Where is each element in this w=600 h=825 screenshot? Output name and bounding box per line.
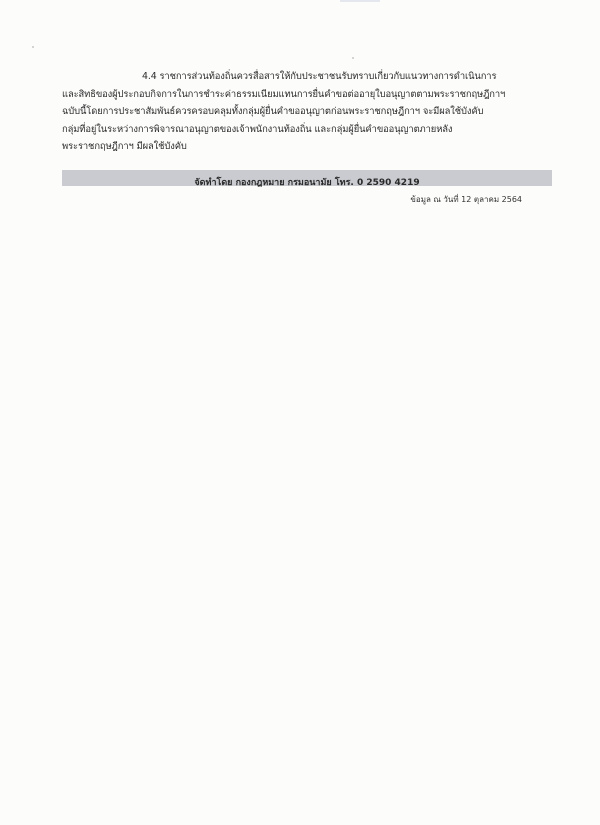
paragraph-line-5: พระราชกฤษฎีกาฯ มีผลใช้บังคับ bbox=[62, 141, 187, 152]
data-date: ข้อมูล ณ วันที่ 12 ตุลาคม 2564 bbox=[410, 195, 522, 204]
credit-bar bbox=[62, 170, 552, 186]
paragraph-line-3: ฉบับนี้โดยการประชาสัมพันธ์ควรครอบคลุมทั้งกลุ่มผู้ยื่นคำขออนุญาตก่อนพระราชกฤษฎีกาฯ จะมีผลใช้บังคับ bbox=[62, 106, 484, 117]
paragraph-line-4: กลุ่มที่อยู่ในระหว่างการพิจารณาอนุญาตของเจ้าพนักงานท้องถิ่น และกลุ่มผู้ยื่นคำขออนุญาตภายหลัง bbox=[62, 123, 453, 135]
paragraph-line-1: 4.4 ราชการส่วนท้องถิ่นควรสื่อสารให้กับประชาชนรับทราบเกี่ยวกับแนวทางการดำเนินการ bbox=[142, 71, 497, 82]
credit-text: จัดทำโดย กองกฎหมาย กรมอนามัย โทร. 0 2590 4219 bbox=[194, 178, 420, 188]
scan-speck bbox=[32, 46, 34, 48]
scan-edge-mark bbox=[340, 0, 380, 2]
paragraph-line-2: และสิทธิของผู้ประกอบกิจการในการชำระค่าธรรมเนียมแทนการยื่นคำขอต่ออายุใบอนุญาตตามพระราชกฤษฎีกาฯ bbox=[62, 88, 506, 100]
scan-speck bbox=[352, 57, 354, 59]
section-4-4-paragraph bbox=[62, 68, 552, 156]
